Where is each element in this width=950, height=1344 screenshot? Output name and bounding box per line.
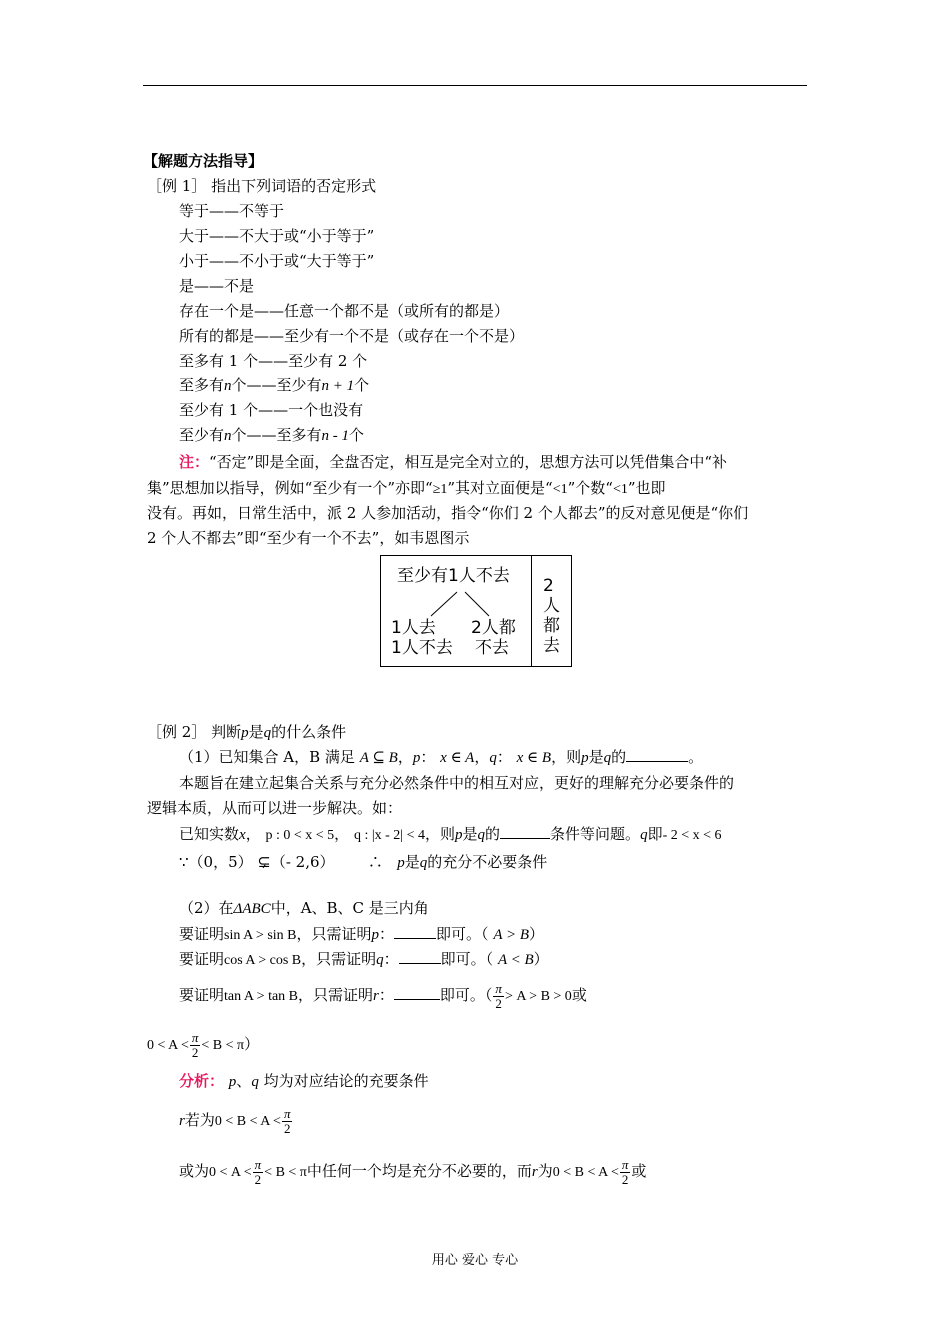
venn-divider	[531, 556, 532, 666]
page-footer: 用心 爱心 专心	[431, 1253, 519, 1268]
proof-line-tan-cont: 0 < A < $\frac{\pi}{2}$ < B < π）	[147, 1029, 260, 1060]
header-rule	[143, 85, 807, 86]
purpose-line-2: 逻辑本质，从而可以进一步解决。如：	[147, 799, 403, 817]
ex1-line: 大于——不大于或“小于等于”	[179, 227, 375, 245]
note-line-4: 2 个人不都去”即“至少有一个不去”，如韦恩图示	[147, 529, 470, 547]
r-condition-line: r若为0 < B < A < $\frac{\pi}{2}$	[179, 1105, 291, 1136]
venn-right-label: 都	[543, 616, 560, 636]
ex2-question-1: （1）已知集合 A，B 满足 A ⊆ B，p： x ∈ A，q： x ∈ B，则p是q的 。	[179, 748, 704, 766]
answer-blank	[394, 985, 440, 1000]
example1-title: ［例 1］ 指出下列词语的否定形式	[147, 177, 377, 195]
venn-diagram	[380, 555, 572, 667]
ex1-line-n2: 至少有n个——至多有n - 1个	[179, 426, 365, 444]
venn-left-label-2: 1人不去	[391, 638, 453, 658]
venn-right-label: 人	[543, 596, 560, 616]
venn-mid-label-1: 2人都	[471, 618, 516, 638]
venn-right-label: 去	[543, 636, 560, 656]
pi-over-2: $\frac{\pi}{2}$	[621, 1156, 629, 1187]
purpose-line-1: 本题旨在建立起集合关系与充分必然条件中的相互对应，更好的理解充分必要条件的	[179, 774, 735, 792]
proof-line-cos: 要证明cos A > cos B，只需证明q： 即可。（ A < B）	[179, 950, 549, 968]
ex1-line: 至少有 1 个——一个也没有	[179, 401, 364, 419]
analysis-line: 分析： p、q 均为对应结论的充要条件	[179, 1072, 429, 1090]
ex1-line: 是——不是	[179, 277, 255, 295]
ex1-line: 至多有 1 个——至少有 2 个	[179, 352, 368, 370]
ex2-question-2: （2）在ΔABC中，A、B、C 是三内角	[179, 899, 429, 917]
example2-title: ［例 2］ 判断p是q的什么条件	[147, 723, 347, 741]
answer-blank	[394, 924, 436, 939]
note-line-1: 注：“否定”即是全面，全盘否定，相互是完全对立的，思想方法可以凭借集合中“补	[179, 453, 728, 471]
answer-blank	[500, 824, 550, 839]
venn-top-label: 至少有1人不去	[397, 566, 510, 586]
pi-over-2: $\frac{\pi}{2}$	[495, 980, 502, 1011]
section-heading: 【解题方法指导】	[143, 152, 264, 170]
ex1-line: 存在一个是——任意一个都不是（或所有的都是）	[179, 302, 510, 320]
final-line: 或为0 < A < $\frac{\pi}{2}$ < B < π中任何一个均是充分不必要的，而r为0 < B < A < $\frac{\pi}{2}$ 或	[179, 1156, 647, 1187]
analysis-label: 分析：	[179, 1072, 225, 1090]
note-label: 注：	[179, 453, 210, 471]
answer-blank	[399, 949, 441, 964]
proof-line-sin: 要证明sin A > sin B，只需证明p： 即可。（ A > B）	[179, 925, 545, 943]
ex1-line: 所有的都是——至少有一个不是（或存在一个不是）	[179, 327, 525, 345]
pi-over-2: $\frac{\pi}{2}$	[283, 1105, 291, 1136]
venn-mid-label-2: 不去	[475, 638, 509, 658]
venn-right-label: 2	[543, 576, 554, 596]
answer-blank	[626, 747, 688, 762]
example-line: 已知实数x， p : 0 < x < 5， q : |x - 2| < 4，则p是q的 条件等问题。q即- 2 < x < 6	[179, 825, 722, 843]
ex1-line: 等于——不等于	[179, 202, 285, 220]
because-line: ∵（0，5） ⊊（- 2,6） ∴ p是q的充分不必要条件	[179, 853, 548, 871]
proof-line-tan: 要证明tan A > tan B，只需证明r： 即可。（ $\frac{\pi}{2}$ > A > B > 0或	[179, 980, 587, 1011]
ex1-line-n1: 至多有n个——至少有n + 1个	[179, 376, 370, 394]
note-line-2: 集”思想加以指导，例如“至少有一个”亦即“≥1”其对立面便是“<1”个数“<1”也即	[147, 479, 666, 497]
ex1-line: 小于——不小于或“大于等于”	[179, 252, 375, 270]
pi-over-2: $\frac{\pi}{2}$	[191, 1029, 199, 1060]
pi-over-2: $\frac{\pi}{2}$	[254, 1156, 262, 1187]
venn-left-label-1: 1人去	[391, 618, 436, 638]
note-line-3: 没有。再如，日常生活中，派 2 人参加活动，指令“你们 2 个人都去”的反对意见便是“你们	[147, 504, 749, 522]
